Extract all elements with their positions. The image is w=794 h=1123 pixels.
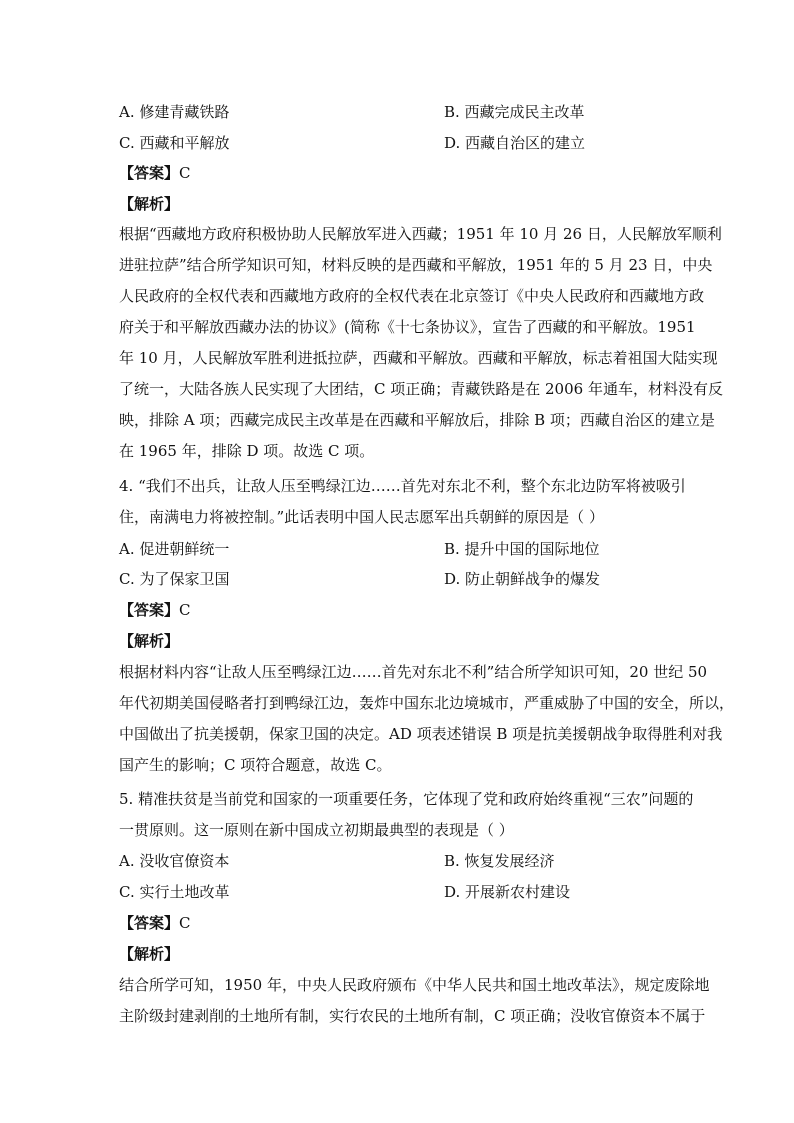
q4-analysis-line: 中国做出了抗美援朝，保家卫国的决定。AD 项表述错误 B 项是抗美援朝战争取得胜利对我: [119, 725, 723, 743]
q4-stem-line: 4. “我们不出兵，让敌人压至鸭绿江边……首先对东北不利，整个东北边防军将被吸引: [119, 477, 686, 495]
q3-analysis-label: 【解析】: [119, 195, 180, 213]
q3-option-c: C. 西藏和平解放: [119, 134, 230, 152]
answer-value: C: [179, 601, 191, 619]
answer-label: 【答案】: [119, 601, 180, 619]
q3-analysis-line: 人民政府的全权代表和西藏地方政府的全权代表在北京签订《中央人民政府和西藏地方政: [119, 287, 705, 305]
q4-answer: [119, 600, 191, 620]
q5-option-a: A. 没收官僚资本: [119, 852, 230, 870]
q4-option-d: D. 防止朝鲜战争的爆发: [444, 570, 601, 588]
q3-option-a: A. 修建青藏铁路: [119, 103, 230, 121]
q3-answer: [119, 163, 191, 183]
q4-stem-line: 住，南满电力将被控制。”此话表明中国人民志愿军出兵朝鲜的原因是（ ）: [119, 508, 604, 526]
q5-option-b: B. 恢复发展经济: [444, 852, 555, 870]
answer-label: 【答案】: [119, 914, 180, 932]
q3-analysis-line: 进驻拉萨”结合所学知识可知，材料反映的是西藏和平解放，1951 年的 5 月 23 日，中央: [119, 256, 713, 274]
q4-analysis-line: 年代初期美国侵略者打到鸭绿江边，轰炸中国东北边境城市，严重威胁了中国的安全，所以，: [119, 694, 735, 712]
q4-analysis-line: 根据材料内容“让敌人压至鸭绿江边……首先对东北不利”结合所学知识可知，20 世纪 50: [119, 663, 708, 681]
q5-stem-line: 5. 精准扶贫是当前党和国家的一项重要任务，它体现了党和政府始终重视“三农”问题的: [119, 790, 694, 808]
answer-label: 【答案】: [119, 164, 180, 182]
q3-analysis-line: 映，排除 A 项；西藏完成民主改革是在西藏和平解放后，排除 B 项；西藏自治区的建立是: [119, 411, 715, 429]
q5-analysis-line: 结合所学可知，1950 年，中央人民政府颁布《中华人民共和国土地改革法》，规定废除地: [119, 976, 710, 994]
q3-analysis-line: 根据“西藏地方政府积极协助人民解放军进入西藏；1951 年 10 月 26 日，人民解放军顺利: [119, 225, 722, 243]
q5-option-c: C. 实行土地改革: [119, 883, 230, 901]
q3-option-b: B. 西藏完成民主改革: [444, 103, 585, 121]
q3-option-d: D. 西藏自治区的建立: [444, 134, 586, 152]
answer-value: C: [179, 164, 191, 182]
q4-analysis-label: 【解析】: [119, 632, 180, 650]
q4-option-a: A. 促进朝鲜统一: [119, 540, 230, 558]
q5-answer: [119, 913, 191, 933]
q5-analysis-label: 【解析】: [119, 945, 180, 963]
q3-analysis-line: 府关于和平解放西藏办法的协议》(简称《十七条协议》，宣告了西藏的和平解放。1951: [119, 318, 696, 336]
q5-analysis-line: 主阶级封建剥削的土地所有制，实行农民的土地所有制，C 项正确；没收官僚资本不属于: [119, 1007, 706, 1025]
q4-option-b: B. 提升中国的国际地位: [444, 540, 600, 558]
q5-stem-line: 一贯原则。这一原则在新中国成立初期最典型的表现是（ ）: [119, 821, 514, 839]
q4-analysis-line: 国产生的影响；C 项符合题意，故选 C。: [119, 756, 392, 774]
q5-option-d: D. 开展新农村建设: [444, 883, 571, 901]
q3-analysis-line: 了统一，大陆各族人民实现了大团结，C 项正确；青藏铁路是在 2006 年通车，材料没有反: [119, 380, 723, 398]
answer-value: C: [179, 914, 191, 932]
q3-analysis-line: 在 1965 年，排除 D 项。故选 C 项。: [119, 442, 375, 460]
q4-option-c: C. 为了保家卫国: [119, 570, 230, 588]
q3-analysis-line: 年 10 月，人民解放军胜利进抵拉萨，西藏和平解放。西藏和平解放，标志着祖国大陆实现: [119, 349, 718, 367]
